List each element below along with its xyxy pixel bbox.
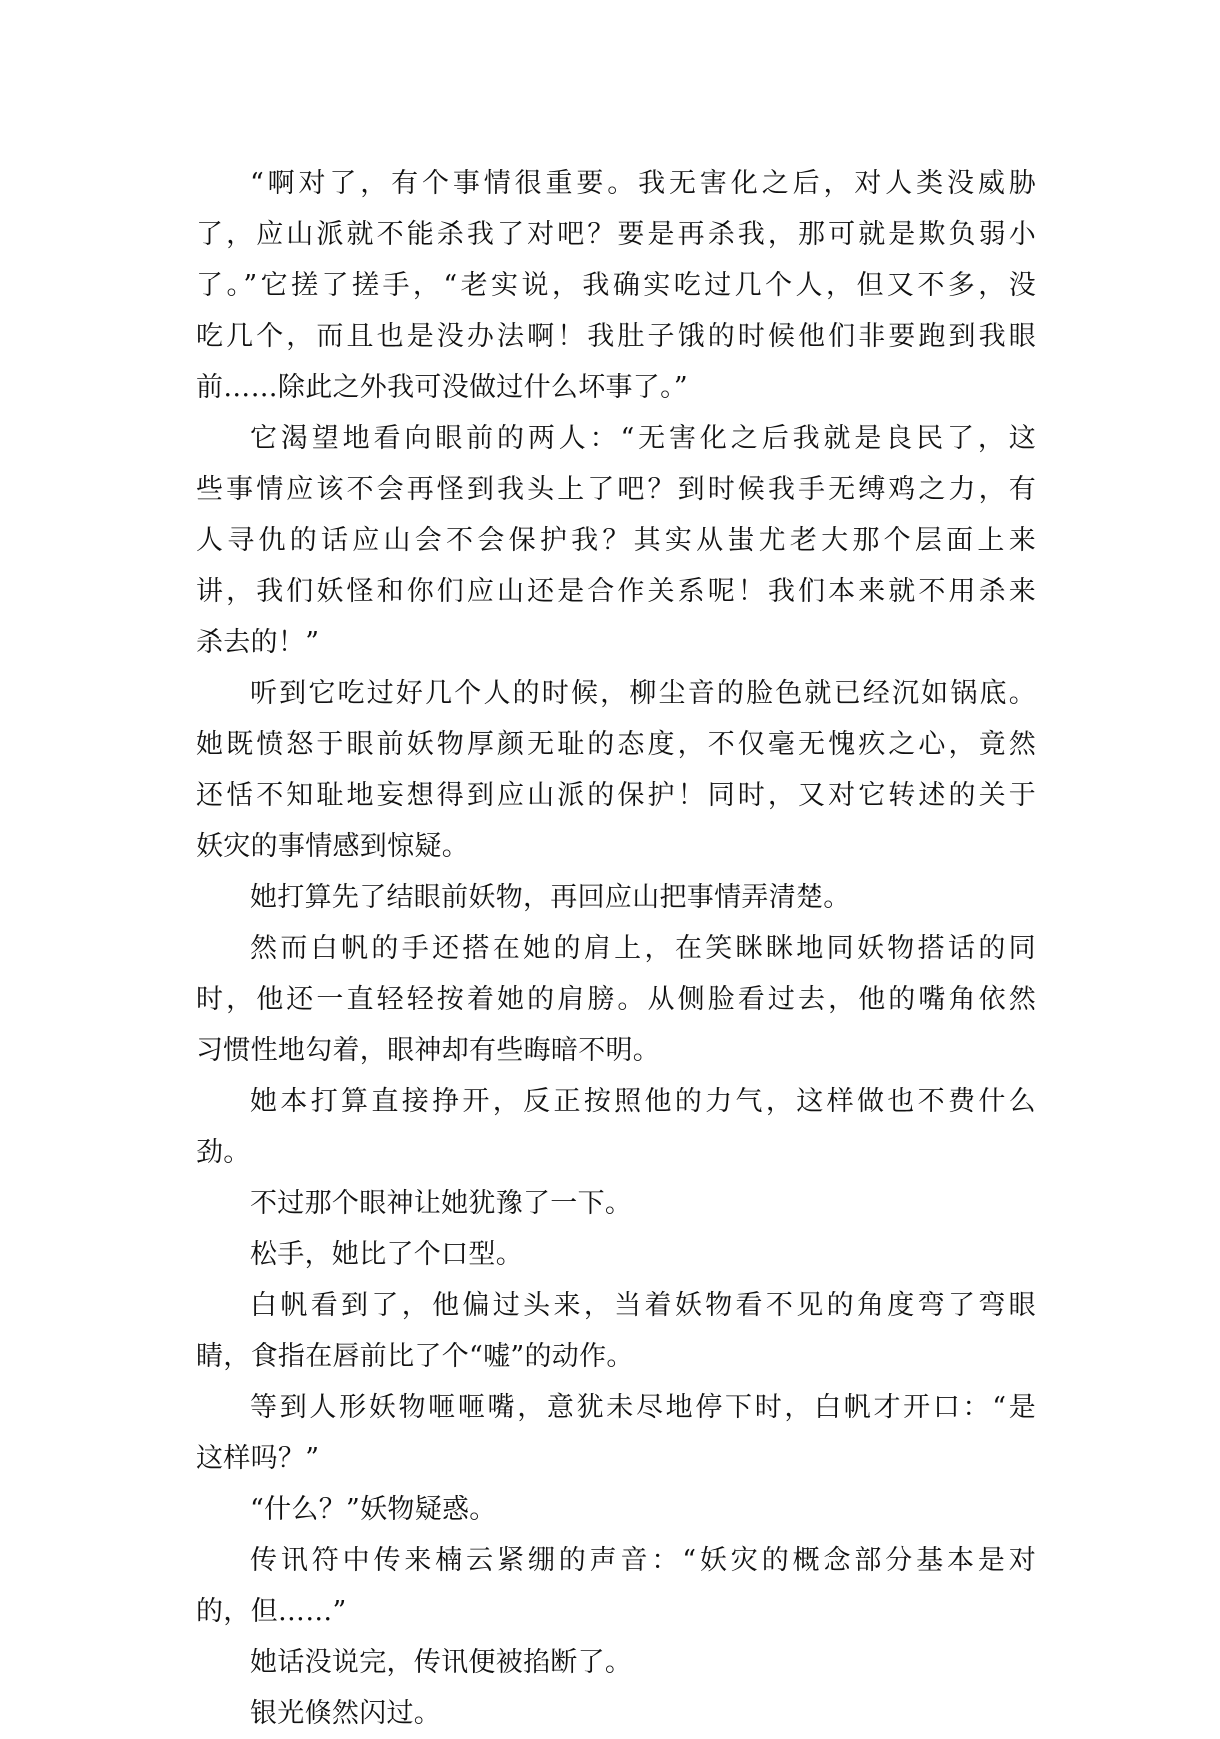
text-line: 人寻仇的话应山会不会保护我？其实从蚩尤老大那个层面上来 bbox=[196, 525, 1036, 556]
text-line: 然而白帆的手还搭在她的肩上，在笑眯眯地同妖物搭话的同 bbox=[250, 933, 1036, 964]
paragraph bbox=[196, 1484, 1036, 1535]
text-line: 她既愤怒于眼前妖物厚颜无耻的态度，不仅毫无愧疚之心，竟然 bbox=[196, 729, 1036, 760]
paragraph bbox=[196, 668, 1036, 872]
paragraph bbox=[196, 1076, 1036, 1178]
text-line: 她本打算直接挣开，反正按照他的力气，这样做也不费什么 bbox=[250, 1086, 1036, 1117]
paragraph bbox=[196, 923, 1036, 1076]
text-line: 银光倏然闪过。 bbox=[250, 1698, 442, 1729]
text-line: 睛，食指在唇前比了个“嘘”的动作。 bbox=[196, 1341, 634, 1372]
paragraph bbox=[196, 1280, 1036, 1382]
text-line: 松手，她比了个口型。 bbox=[250, 1239, 523, 1270]
text-line: 讲，我们妖怪和你们应山还是合作关系呢！我们本来就不用杀来 bbox=[196, 576, 1036, 607]
document-page bbox=[196, 158, 1036, 1739]
paragraph bbox=[196, 1229, 1036, 1280]
paragraph bbox=[196, 158, 1036, 413]
text-line: 吃几个，而且也是没办法啊！我肚子饿的时候他们非要跑到我眼 bbox=[196, 321, 1036, 352]
text-line: “什么？”妖物疑惑。 bbox=[250, 1494, 497, 1525]
paragraph bbox=[196, 1637, 1036, 1688]
text-line: 劲。 bbox=[196, 1137, 251, 1168]
text-line: 等到人形妖物咂咂嘴，意犹未尽地停下时，白帆才开口：“是 bbox=[250, 1392, 1036, 1423]
paragraph bbox=[196, 1178, 1036, 1229]
text-line: 了，应山派就不能杀我了对吧？要是再杀我，那可就是欺负弱小 bbox=[196, 219, 1036, 250]
paragraph bbox=[196, 413, 1036, 668]
text-line: 了。”它搓了搓手，“老实说，我确实吃过几个人，但又不多，没 bbox=[196, 270, 1036, 301]
text-line: 些事情应该不会再怪到我头上了吧？到时候我手无缚鸡之力，有 bbox=[196, 474, 1036, 505]
text-line: 传讯符中传来楠云紧绷的声音：“妖灾的概念部分基本是对 bbox=[250, 1545, 1036, 1576]
text-line: “啊对了，有个事情很重要。我无害化之后，对人类没威胁 bbox=[250, 168, 1036, 199]
text-line: 前……除此之外我可没做过什么坏事了。” bbox=[196, 372, 689, 403]
text-line: 还恬不知耻地妄想得到应山派的保护！同时，又对它转述的关于 bbox=[196, 780, 1036, 811]
text-line: 白帆看到了，他偏过头来，当着妖物看不见的角度弯了弯眼 bbox=[250, 1290, 1036, 1321]
text-line: 杀去的！” bbox=[196, 627, 320, 658]
text-line: 的，但……” bbox=[196, 1596, 347, 1627]
text-line: 她打算先了结眼前妖物，再回应山把事情弄清楚。 bbox=[250, 882, 851, 913]
paragraph bbox=[196, 872, 1036, 923]
text-line: 它渴望地看向眼前的两人：“无害化之后我就是良民了，这 bbox=[250, 423, 1036, 454]
text-line: 听到它吃过好几个人的时候，柳尘音的脸色就已经沉如锅底。 bbox=[250, 678, 1036, 709]
text-line: 这样吗？” bbox=[196, 1443, 320, 1474]
paragraph bbox=[196, 1688, 1036, 1739]
text-line: 她话没说完，传讯便被掐断了。 bbox=[250, 1647, 633, 1678]
text-line: 时，他还一直轻轻按着她的肩膀。从侧脸看过去，他的嘴角依然 bbox=[196, 984, 1036, 1015]
text-line: 不过那个眼神让她犹豫了一下。 bbox=[250, 1188, 633, 1219]
paragraph bbox=[196, 1535, 1036, 1637]
text-line: 妖灾的事情感到惊疑。 bbox=[196, 831, 469, 862]
paragraph bbox=[196, 1382, 1036, 1484]
text-line: 习惯性地勾着，眼神却有些晦暗不明。 bbox=[196, 1035, 661, 1066]
